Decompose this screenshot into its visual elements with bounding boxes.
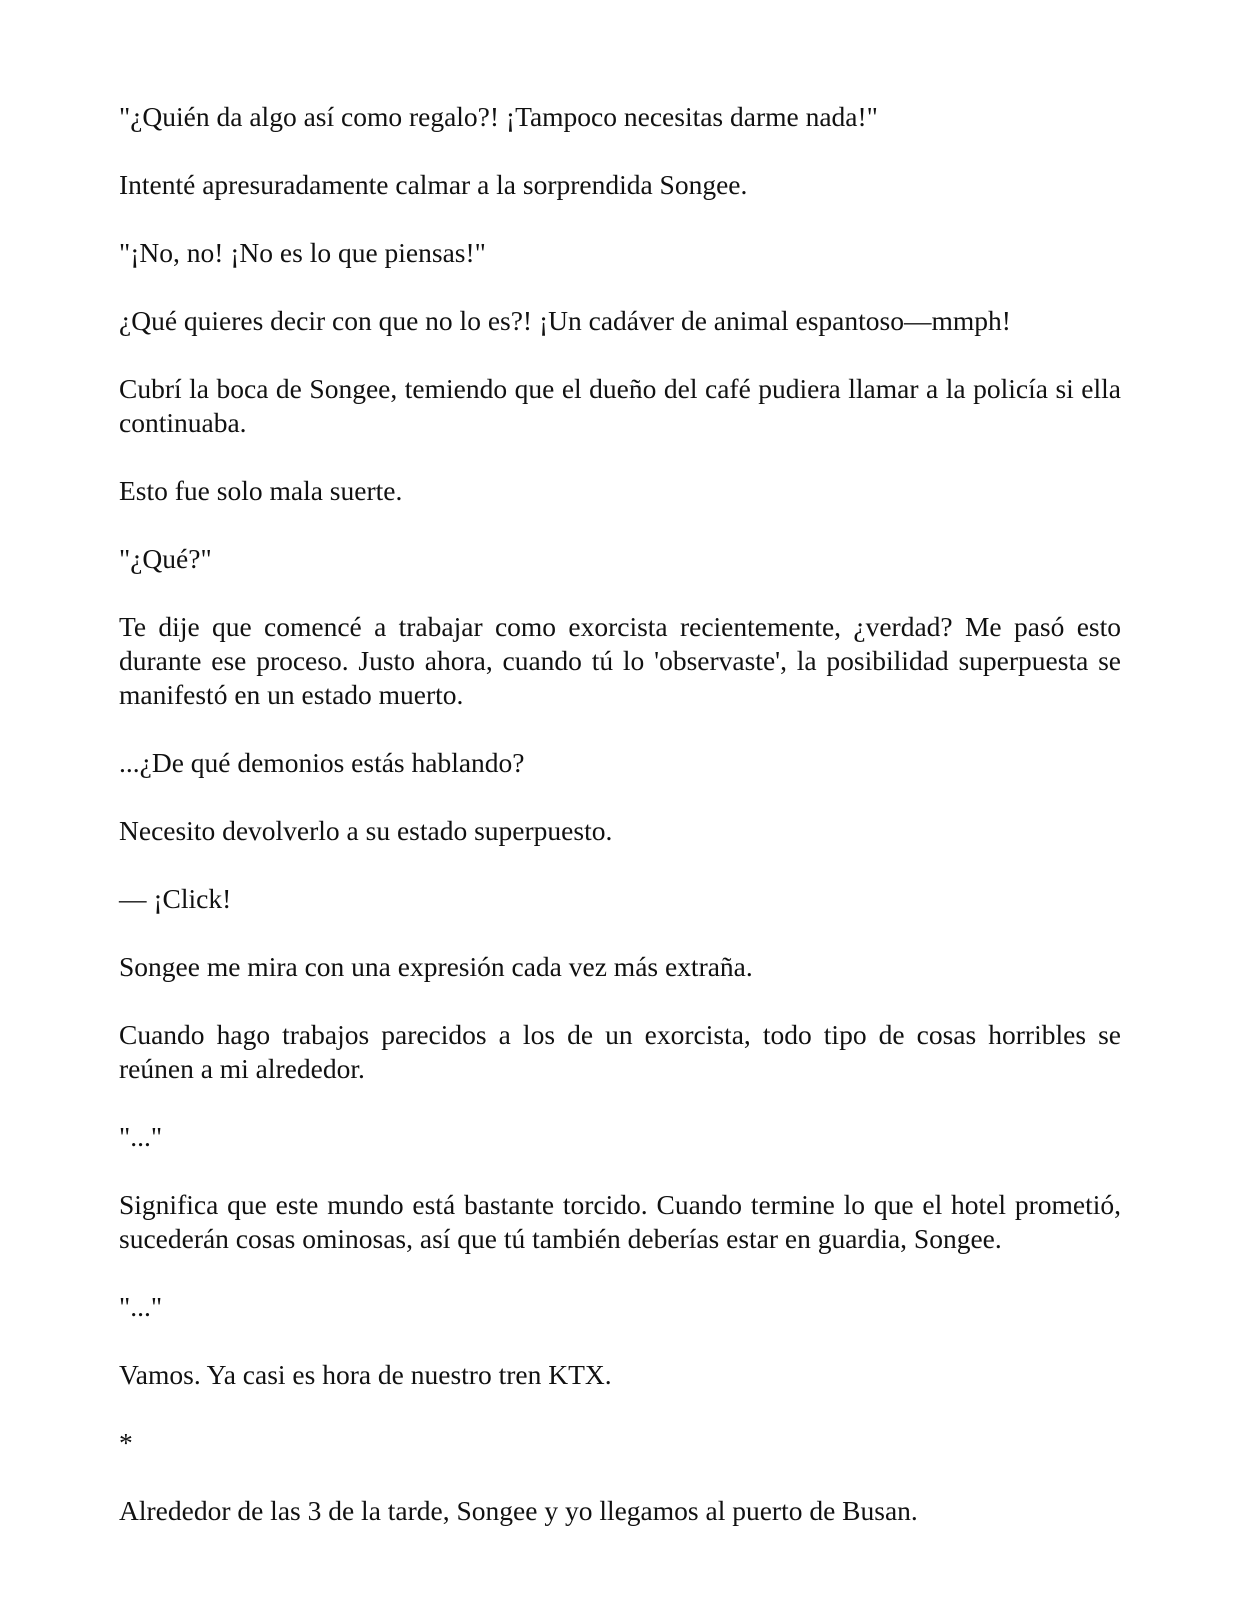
document-page [119, 100, 1121, 1528]
paragraph-10: Necesito devolverlo a su estado superpuesto. [119, 815, 613, 846]
paragraph-3: "¡No, no! ¡No es lo que piensas!" [119, 237, 486, 268]
paragraph-6: Esto fue solo mala suerte. [119, 475, 403, 506]
paragraph-14: "..." [119, 1121, 163, 1152]
paragraph-9: ...¿De qué demonios estás hablando? [119, 747, 525, 778]
paragraph-2: Intenté apresuradamente calmar a la sorprendida Songee. [119, 169, 748, 200]
paragraph-13: Cuando hago trabajos parecidos a los de un exorcista, todo tipo de cosas horribles se reúnen a mi alrededor. [119, 1019, 1121, 1084]
paragraph-19: Alrededor de las 3 de la tarde, Songee y yo llegamos al puerto de Busan. [119, 1495, 918, 1526]
paragraph-16: "..." [119, 1291, 163, 1322]
scene-break: * [119, 1427, 133, 1458]
paragraph-8: Te dije que comencé a trabajar como exorcista recientemente, ¿verdad? Me pasó esto durante ese proceso. Justo ahora, cuando tú lo 'observaste', la posibilidad superpuesta se manifestó en un estado muerto. [119, 611, 1121, 710]
paragraph-15: Significa que este mundo está bastante torcido. Cuando termine lo que el hotel prometió, sucederán cosas ominosas, así que tú también deberías estar en guardia, Songee. [119, 1189, 1121, 1254]
paragraph-5: Cubrí la boca de Songee, temiendo que el dueño del café pudiera llamar a la policía si ella continuaba. [119, 373, 1121, 438]
paragraph-7: "¿Qué?" [119, 543, 212, 574]
paragraph-17: Vamos. Ya casi es hora de nuestro tren KTX. [119, 1359, 612, 1390]
paragraph-12: Songee me mira con una expresión cada vez más extraña. [119, 951, 753, 982]
paragraph-1: "¿Quién da algo así como regalo?! ¡Tampoco necesitas darme nada!" [119, 101, 878, 132]
paragraph-11: — ¡Click! [119, 883, 232, 914]
paragraph-4: ¿Qué quieres decir con que no lo es?! ¡Un cadáver de animal espantoso—mmph! [119, 305, 1011, 336]
